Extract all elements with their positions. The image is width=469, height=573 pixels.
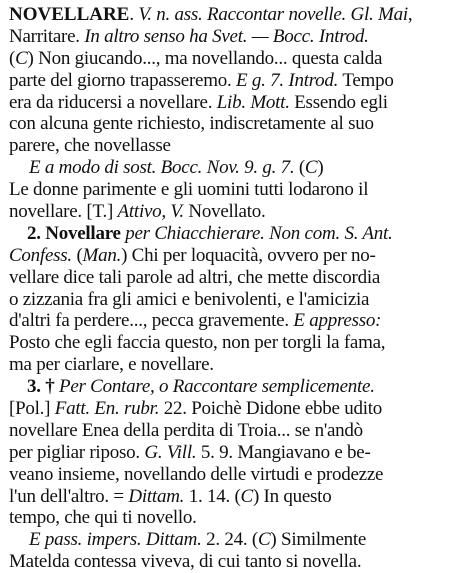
- sense-2-heading-line: [9, 223, 460, 245]
- entry-line: [9, 179, 460, 201]
- subentry-noun-use-line: [9, 157, 460, 179]
- text-run: C: [240, 485, 253, 507]
- text-run: Man.: [82, 244, 122, 266]
- text-run: 3. †: [27, 376, 59, 398]
- text-run: Lib. Mott.: [216, 91, 290, 113]
- text-run: Attivo, V.: [117, 201, 184, 223]
- entry-line: [9, 201, 460, 223]
- entry-line: [9, 507, 460, 529]
- text-run: per Chiacchierare. Non com. S. Ant.: [120, 222, 393, 244]
- text-run: per pigliar riposo.: [9, 441, 145, 463]
- text-run: E a modo di sost. Bocc. Nov. 9. g. 7.: [29, 157, 295, 179]
- text-run: ma per ciarlare, e novellare.: [9, 354, 214, 376]
- text-run: C: [304, 157, 318, 179]
- text-run: ) Similmente: [270, 529, 367, 551]
- headword-line: [9, 4, 460, 26]
- text-run: C: [257, 529, 271, 551]
- entry-line: [9, 48, 460, 70]
- text-run: Essendo egli: [289, 91, 388, 113]
- entry-line: [9, 113, 460, 135]
- text-run: parte del giorno trapasseremo.: [9, 69, 237, 91]
- text-run: NOVELLARE: [9, 4, 130, 25]
- text-run: Matelda contessa viveva, di cui tanto si novella.: [9, 551, 362, 573]
- text-run: Posto che egli faccia questo, non per torgli la fama,: [9, 332, 386, 354]
- entry-line: [9, 420, 460, 442]
- text-run: era da riducersi a novellare.: [9, 91, 217, 113]
- entry-line: [9, 92, 460, 114]
- entry-line: [9, 332, 460, 354]
- text-run: 2. 24. (: [201, 529, 258, 551]
- text-run: ) In questo: [252, 485, 332, 507]
- entry-line: [9, 135, 460, 157]
- text-run: Narritare.: [9, 25, 85, 47]
- entry-line: [9, 398, 460, 420]
- entry-line: [9, 70, 460, 92]
- entry-line: [9, 26, 460, 48]
- text-run: G. Vill.: [144, 441, 197, 463]
- text-run: ): [317, 157, 324, 179]
- text-run: novellare. [T.]: [9, 201, 118, 223]
- text-run: Dittam.: [128, 485, 185, 507]
- text-run: ,: [407, 4, 413, 25]
- text-run: (: [294, 157, 305, 179]
- entry-line: [9, 310, 460, 332]
- text-run: 1. 14. (: [184, 485, 241, 507]
- entry-line: [9, 486, 460, 508]
- entry-line: [9, 551, 460, 573]
- text-run: Confess.: [9, 244, 72, 266]
- text-run: vellare dice tali parole ad altri, che mette discordia: [9, 266, 381, 288]
- text-run: parere, che novellasse: [9, 135, 171, 157]
- text-run: [Pol.]: [9, 398, 55, 420]
- sense-3-heading-line: [9, 376, 460, 398]
- text-run: V. n. ass. Raccontar novelle. Gl. Mai: [138, 4, 408, 25]
- text-run: Per Contare, o Raccontare semplicemente.: [59, 376, 375, 398]
- text-run: 5. 9. Mangiavano e be-: [196, 441, 371, 463]
- text-run: .: [129, 4, 139, 25]
- text-run: d'altri fa perdere..., pecca gravemente.: [9, 310, 294, 332]
- text-run: Novellato.: [183, 201, 266, 223]
- text-run: In altro senso ha Svet. — Bocc. Introd.: [84, 25, 369, 47]
- text-run: 2. Novellare: [27, 222, 121, 244]
- text-run: novellare Enea della perdita di Troia... se n'andò: [9, 419, 363, 441]
- text-run: ) Non giucando..., ma novellando... questa calda: [27, 47, 383, 69]
- text-run: Fatt. En. rubr.: [54, 398, 160, 420]
- entry-line: [9, 267, 460, 289]
- text-run: (: [71, 244, 83, 266]
- text-run: o zizzania fra gli amici e benivolenti, e l'amicizia: [9, 288, 370, 310]
- text-run: ) Chi per loquacità, ovvero per no-: [121, 244, 376, 266]
- entry-line: [9, 245, 460, 267]
- text-run: (: [9, 47, 16, 69]
- text-run: l'un dell'altro. =: [9, 485, 129, 507]
- text-run: 22. Poichè Didone ebbe udito: [159, 398, 383, 420]
- text-run: E pass. impers. Dittam.: [29, 529, 202, 551]
- text-run: tempo, che qui ti novello.: [9, 507, 197, 529]
- text-run: con alcuna gente richiesto, indiscretamente al suo: [9, 113, 374, 135]
- subentry-passive-use-line: [9, 529, 460, 551]
- entry-line: [9, 464, 460, 486]
- entry-line: [9, 289, 460, 311]
- text-run: veano insieme, novellando delle virtudi e prodezze: [9, 463, 384, 485]
- text-run: E g. 7. Introd.: [236, 69, 339, 91]
- text-run: C: [15, 47, 28, 69]
- text-run: E appresso:: [293, 310, 382, 332]
- text-run: Tempo: [338, 69, 394, 91]
- entry-line: [9, 442, 460, 464]
- text-run: Le donne parimente e gli uomini tutti lodarono il: [9, 179, 369, 201]
- entry-line: [9, 354, 460, 376]
